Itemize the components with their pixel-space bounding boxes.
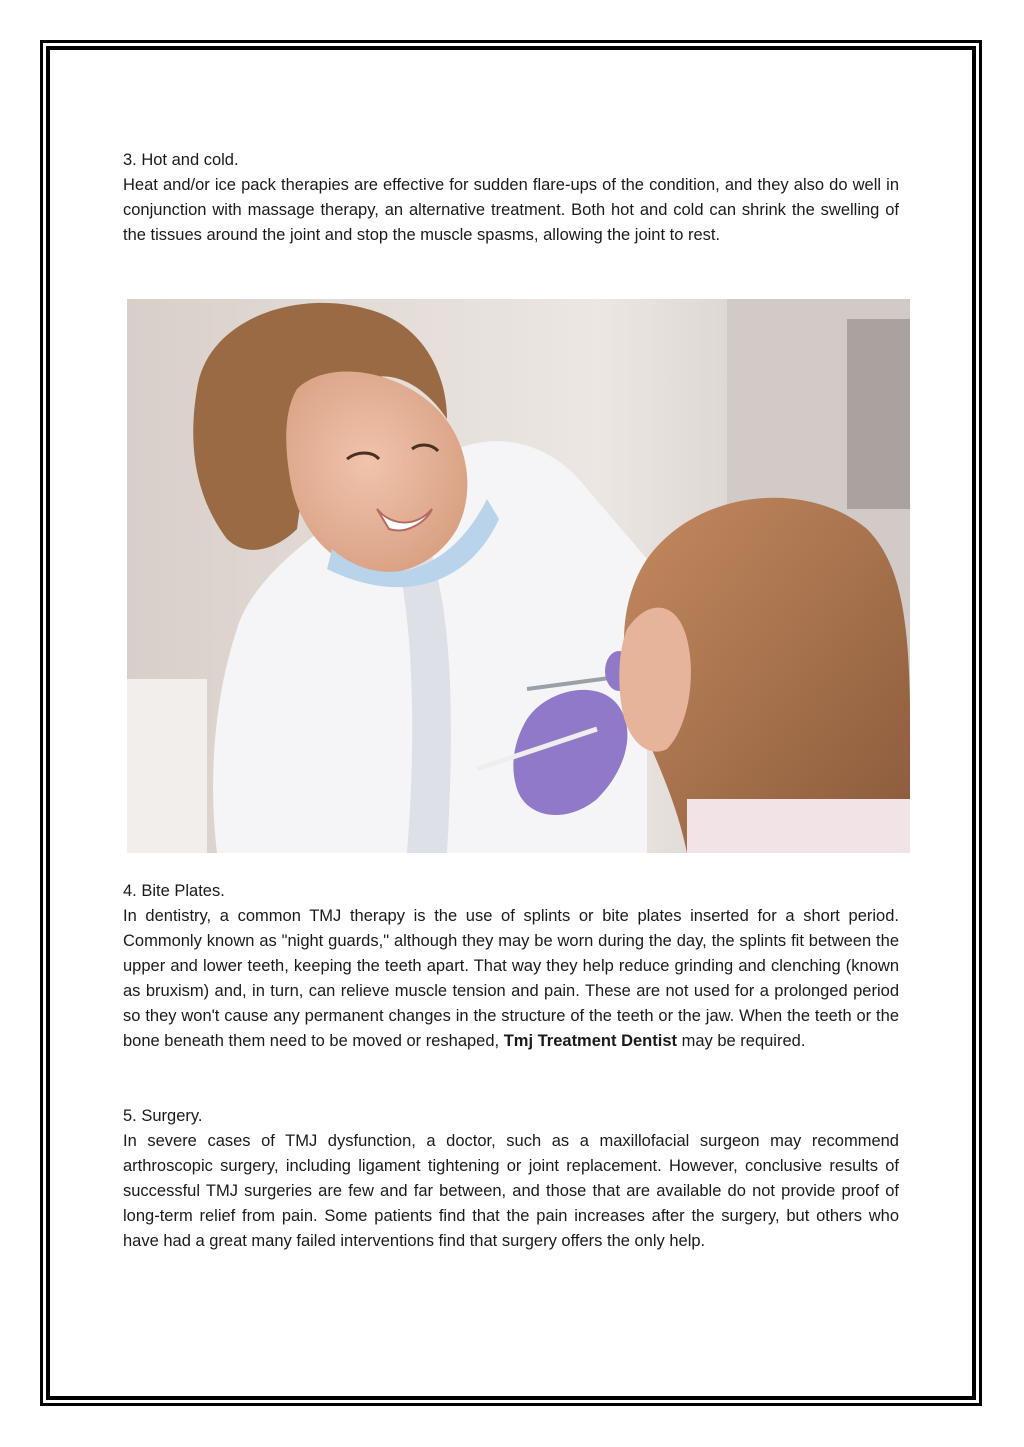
section-hot-and-cold [123,148,899,248]
section-heading: 4. Bite Plates. [123,882,225,900]
section-body: In severe cases of TMJ dysfunction, a doctor, such as a maxillofacial surgeon may recommend arthroscopic surgery, including ligament tightening or joint replacement. However, conclusive results of successful TMJ surgeries are few and far between, and those that are available do not provide proof of long-term relief from pain. Some patients find that the pain increases after the surgery, but others who have had a great many failed interventions find that surgery offers the only help. [123,1132,899,1250]
section-heading: 3. Hot and cold. [123,151,239,169]
section-body [123,904,899,1054]
tmj-treatment-dentist-link[interactable]: Tmj Treatment Dentist [503,1032,677,1050]
section-heading: 5. Surgery. [123,1107,203,1125]
body-text: may be required. [677,1032,806,1050]
body-text: In dentistry, a common TMJ therapy is the use of splints or bite plates inserted for a short period. Commonly known as "night guards," although they may be worn during the day, the splints fit between the upper and lower teeth, keeping the teeth apart. That way they help reduce grinding and clenching (known as bruxism) and, in turn, can relieve muscle tension and pain. These are not used for a prolonged period so they won't cause any permanent changes in the structure of the teeth or the jaw. When the teeth or the bone beneath them need to be moved or reshaped, [123,907,899,1050]
section-body: Heat and/or ice pack therapies are effective for sudden flare-ups of the condition, and they also do well in conjunction with massage therapy, an alternative treatment. Both hot and cold can shrink the swelling of the tissues around the joint and stop the muscle spasms, allowing the joint to rest. [123,176,899,244]
section-surgery [123,1104,899,1254]
section-bite-plates [123,879,899,1054]
dentist-photo [127,299,910,853]
